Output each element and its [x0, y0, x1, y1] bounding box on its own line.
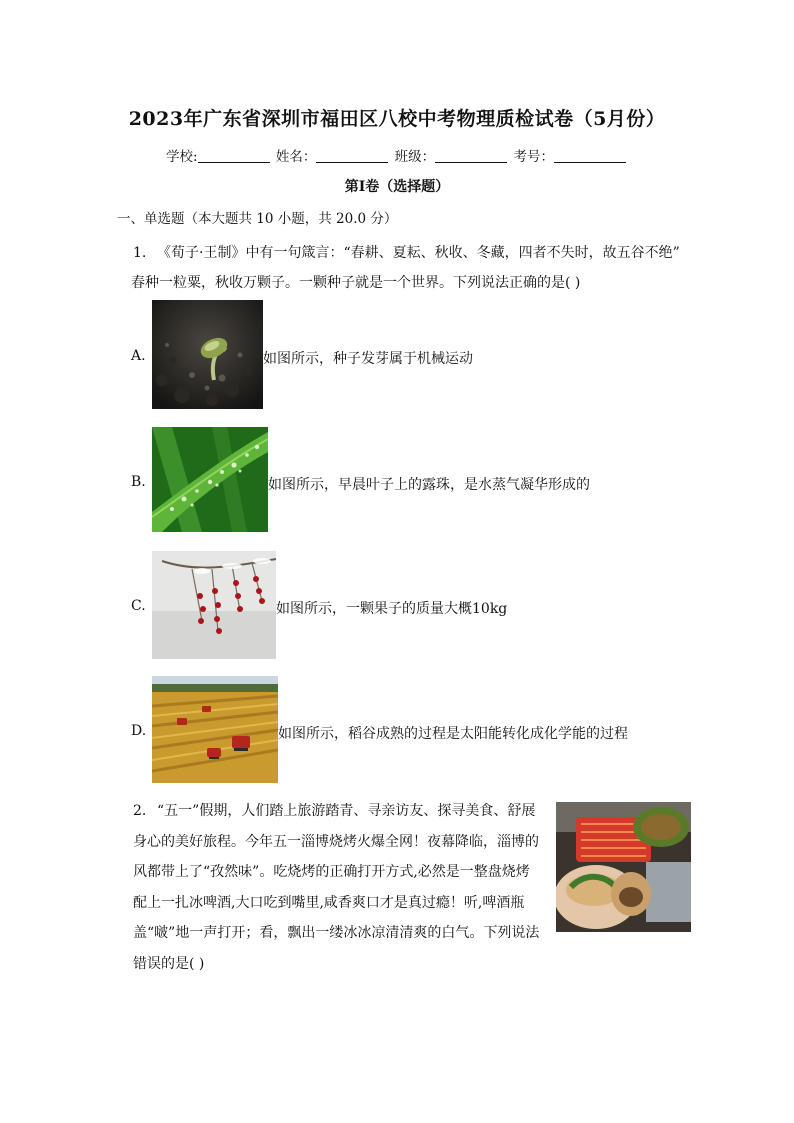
question-stem-line2: 春种一粒粟，秋收万颗子。一颗种子就是一个世界。下列说法正确的是( )	[131, 275, 581, 291]
student-info-row	[0, 145, 794, 165]
school-label: 学校:	[166, 149, 198, 165]
option-letter: D.	[131, 723, 147, 739]
question-stem-line1: 《荀子·王制》中有一句箴言：“春耕、夏耘、秋收、冬藏，四者不失时，故五谷不绝”	[157, 245, 680, 261]
exam-no-label: 考号：	[513, 149, 554, 165]
class-label: 班级：	[394, 149, 436, 165]
class-blank	[435, 149, 507, 163]
name-label: 姓名：	[275, 149, 317, 165]
snowy-berries-image	[152, 551, 276, 659]
name-blank	[316, 149, 388, 163]
sprouting-seed-image	[152, 300, 263, 409]
option-text: 如图所示，一颗果子的质量大概10kg	[276, 601, 508, 617]
question-2	[133, 796, 543, 979]
option-letter: B.	[131, 474, 146, 490]
exam-title: 2023年广东省深圳市福田区八校中考物理质检试卷（5月份）	[128, 108, 666, 130]
option-text: 如图所示，种子发芽属于机械运动	[263, 351, 473, 367]
option-letter: C.	[131, 598, 146, 614]
school-blank	[198, 149, 270, 163]
question-stem: “五一”假期，人们踏上旅游踏青、寻亲访友、探寻美食、舒展身心的美好旅程。今年五一淄博烧烤火爆全网！夜幕降临，淄博的风都带上了“孜然味”。吃烧烤的正确打开方式,必然是一整盘烧烤配上一扎冰啤酒,大口吃到嘴里,咸香爽口才是真过瘾！听,啤酒瓶盖“啵”地一声打开；看，飘出一缕冰冰凉清清爽的白气。下列说法错误的是( )	[133, 803, 540, 972]
question-1	[133, 238, 713, 298]
part-title: 一、单选题（本大题共 10 小题，共 20.0 分）	[117, 211, 398, 227]
rice-harvest-image	[152, 676, 278, 783]
bbq-food-image	[556, 802, 691, 932]
option-text: 如图所示，稻谷成熟的过程是太阳能转化成化学能的过程	[278, 726, 628, 742]
question-number: 1.	[133, 245, 147, 261]
exam-no-blank	[554, 149, 626, 163]
section-title: 第Ⅰ卷（选择题）	[344, 179, 450, 195]
option-letter: A.	[131, 348, 146, 364]
question-number: 2.	[133, 803, 147, 819]
dew-leaf-image	[152, 427, 268, 532]
option-text: 如图所示，早晨叶子上的露珠，是水蒸气凝华形成的	[268, 477, 590, 493]
